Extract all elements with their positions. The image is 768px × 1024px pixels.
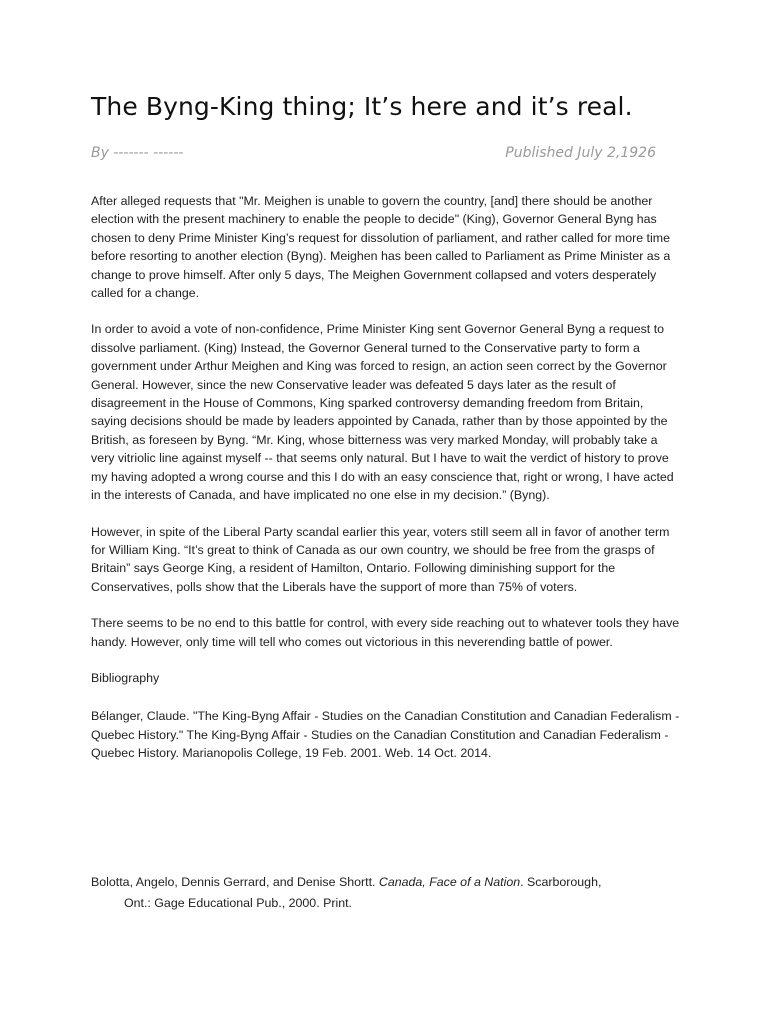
- article-paragraph: However, in spite of the Liberal Party scandal earlier this year, voters still seem all in favor of another term for William King. “It’s great to think of Canada as our own country, we should be free from the grasps of Britain” says George King, a resident of Hamilton, Ontario. Following diminishing support for the Conservatives, polls show that the Liberals have the support of more than 75% of voters.: [91, 524, 670, 594]
- citation-book-title: Canada, Face of a Nation: [378, 875, 521, 889]
- citation-publisher-city: . Scarborough,: [520, 875, 602, 889]
- article-body: [91, 192, 681, 781]
- bibliography-entry-line: [91, 872, 681, 893]
- citation-authors: Bolotta, Angelo, Dennis Gerrard, and Denise Shortt.: [91, 875, 379, 889]
- bibliography-heading: Bibliography: [91, 670, 160, 685]
- article-paragraph: After alleged requests that "Mr. Meighen is unable to govern the country, [and] there should be another election with the present machinery to enable the people to decide" (King), Governor General Byng has chosen to deny Prime Minister King’s request for dissolution of parliament, and rather called for more time before resorting to another election (Byng). Meighen has been called to Parliament as Prime Minister as a change to prove himself. After only 5 days, The Meighen Government collapsed and voters desperately called for a change.: [91, 194, 671, 301]
- article-byline: By ------- ------: [91, 145, 184, 161]
- article-paragraph: There seems to be no end to this battle for control, with every side reaching out to whatever tools they have handy. However, only time will tell who comes out victorious in this neverending battle of power.: [91, 616, 680, 649]
- citation-publisher-line: Ont.: Gage Educational Pub., 2000. Print.: [124, 896, 352, 910]
- publication-date: Published July 2,1926: [505, 145, 656, 161]
- article-paragraph: In order to avoid a vote of non-confidence, Prime Minister King sent Governor General Byng a request to dissolve parliament. (King) Instead, the Governor General turned to the Conservative party to form a government under Arthur Meighen and King was forced to resign, an action seen correct by the Governor General. However, since the new Conservative leader was defeated 5 days later as the result of disagreement in the House of Commons, King sparked controversy demanding freedom from Britain, saying decisions should be made by leaders appointed by Canada, rather than by those appointed by the British, as foreseen by Byng. “Mr. King, whose bitterness was very marked Monday, will probably take a very vitriolic line against myself -- that seems only natural. But I have to wait the verdict of history to prove my having adopted a wrong course and this I do with an easy conscience that, right or wrong, I have acted in the interests of Canada, and have implicated no one else in my decision.” (Byng).: [91, 322, 674, 503]
- bibliography-entry: Bélanger, Claude. "The King-Byng Affair - Studies on the Canadian Constitution and Canadian Federalism - Quebec History." The King-Byng Affair - Studies on the Canadian Constitution and Canadian Federalism - Quebec History. Marianopolis College, 19 Feb. 2001. Web. 14 Oct. 2014.: [91, 709, 680, 761]
- article-title: The Byng-King thing; It’s here and it’s real.: [91, 92, 633, 121]
- bibliography-entry-hanging: [91, 872, 681, 914]
